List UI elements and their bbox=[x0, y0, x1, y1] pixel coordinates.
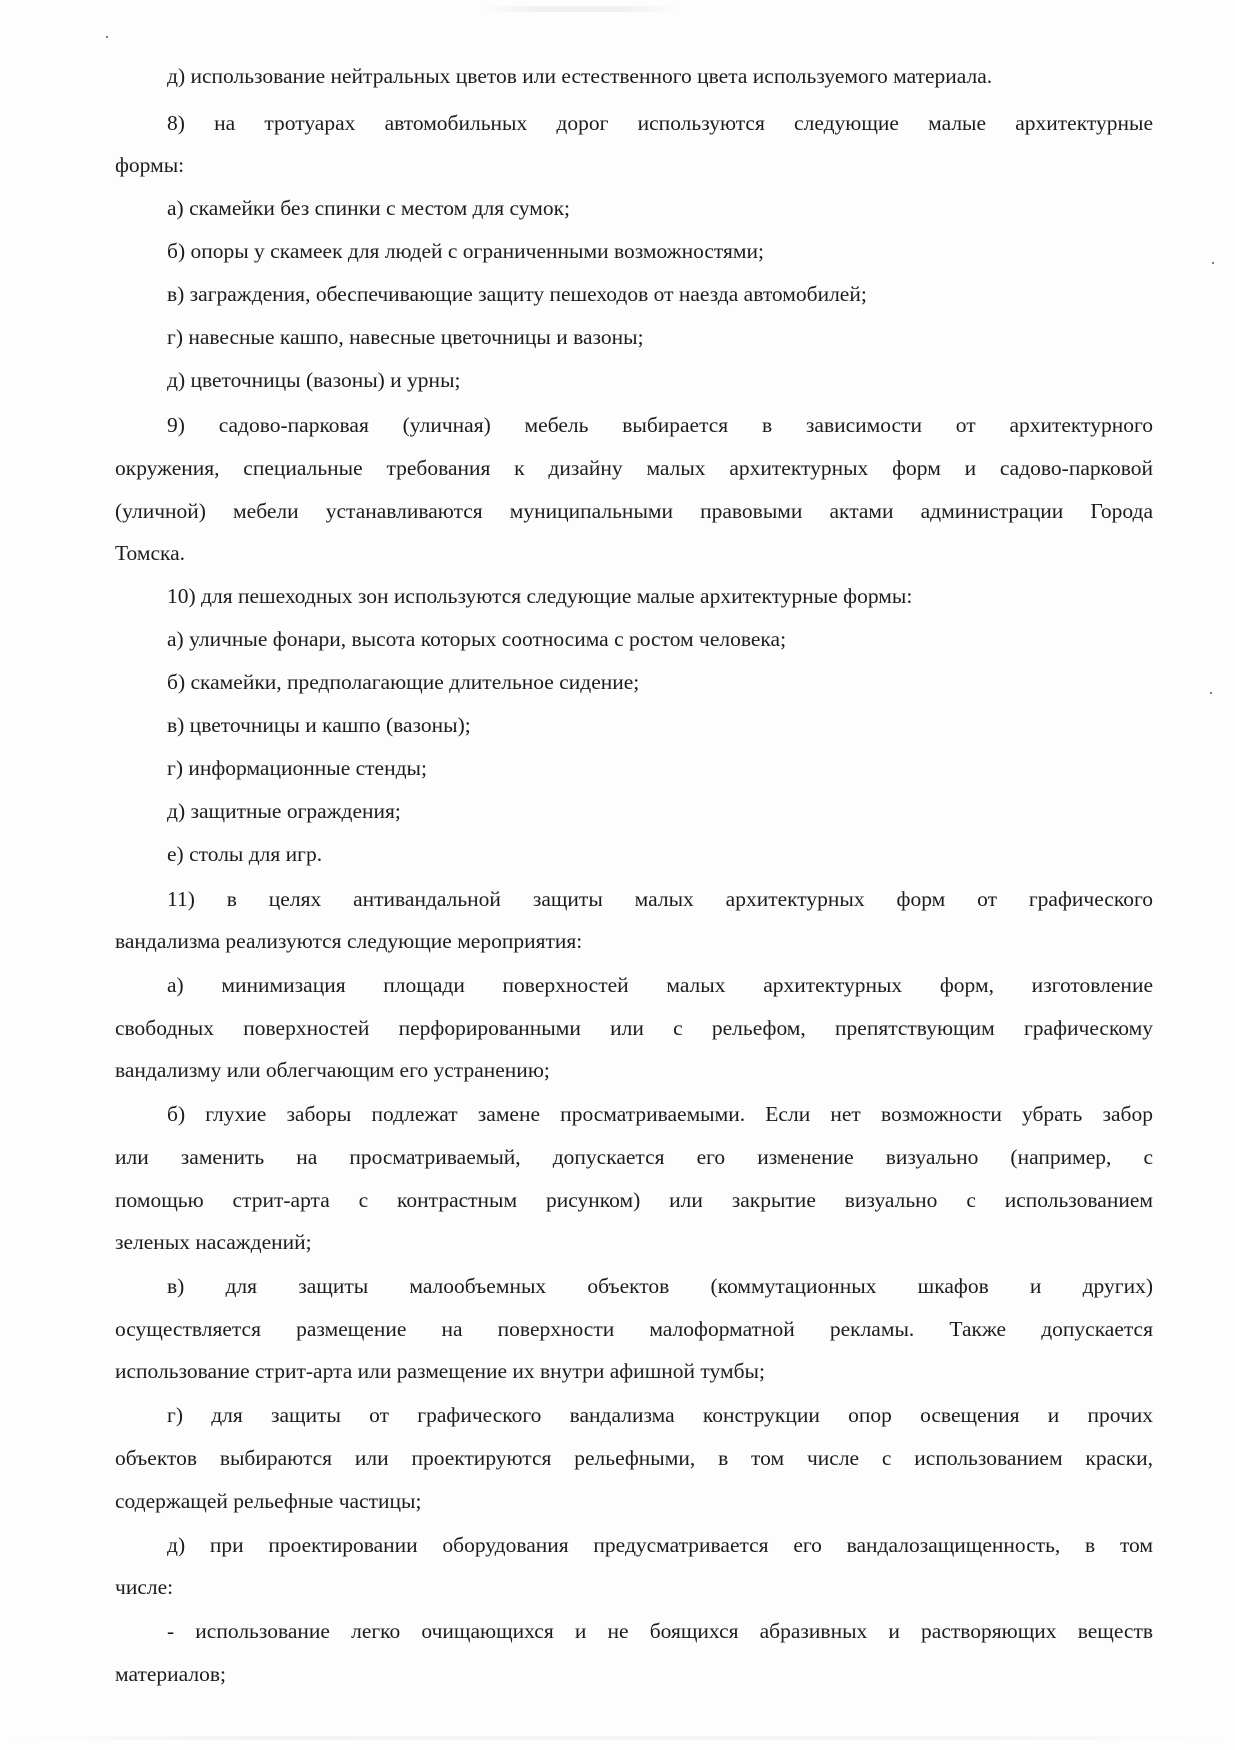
list-item: д) защитные ограждения; bbox=[167, 799, 401, 823]
list-item: г) навесные кашпо, навесные цветочницы и вазоны; bbox=[167, 325, 644, 349]
text-line: г) для защиты от графического вандализма конструкции опор освещения и прочих bbox=[167, 1403, 1153, 1427]
text-line: содержащей рельефные частицы; bbox=[115, 1489, 422, 1513]
text-line: Томска. bbox=[115, 541, 186, 565]
text-line: в) для защиты малообъемных объектов (коммутационных шкафов и других) bbox=[167, 1274, 1153, 1298]
text-line: использование стрит-арта или размещение их внутри афишной тумбы; bbox=[115, 1359, 765, 1383]
scan-speck bbox=[1210, 692, 1212, 694]
list-item: б) скамейки, предполагающие длительное сидение; bbox=[167, 670, 640, 694]
text-line: (уличной) мебели устанавливаются муниципальными правовыми актами администрации Города bbox=[115, 499, 1153, 523]
text-line: - использование легко очищающихся и не боящихся абразивных и растворяющих веществ bbox=[167, 1619, 1153, 1643]
text-line: д) использование нейтральных цветов или естественного цвета используемого материала. bbox=[167, 64, 993, 88]
text-line: 9) садово-парковая (уличная) мебель выбирается в зависимости от архитектурного bbox=[167, 413, 1153, 437]
text-line: формы: bbox=[115, 153, 185, 177]
list-item: в) цветочницы и кашпо (вазоны); bbox=[167, 713, 471, 737]
scan-speck bbox=[1212, 262, 1214, 264]
text-line: или заменить на просматриваемый, допускается его изменение визуально (например, с bbox=[115, 1145, 1153, 1169]
scan-speck bbox=[106, 36, 108, 38]
text-line: свободных поверхностей перфорированными или с рельефом, препятствующим графическому bbox=[115, 1016, 1153, 1040]
list-item: г) информационные стенды; bbox=[167, 756, 427, 780]
text-line: помощью стрит-арта с контрастным рисунком) или закрытие визуально с использованием bbox=[115, 1188, 1153, 1212]
list-item: е) столы для игр. bbox=[167, 842, 323, 866]
text-line: 10) для пешеходных зон используются следующие малые архитектурные формы: bbox=[167, 584, 913, 608]
list-item: б) опоры у скамеек для людей с ограниченными возможностями; bbox=[167, 239, 765, 263]
text-line: окружения, специальные требования к дизайну малых архитектурных форм и садово-парковой bbox=[115, 456, 1153, 480]
text-line: 8) на тротуарах автомобильных дорог используются следующие малые архитектурные bbox=[167, 111, 1153, 135]
text-line: д) при проектировании оборудования предусматривается его вандалозащищенность, в том bbox=[167, 1533, 1153, 1557]
text-line: осуществляется размещение на поверхности малоформатной рекламы. Также допускается bbox=[115, 1317, 1153, 1341]
text-line: материалов; bbox=[115, 1662, 226, 1686]
list-item: а) уличные фонари, высота которых соотносима с ростом человека; bbox=[167, 627, 787, 651]
list-item: д) цветочницы (вазоны) и урны; bbox=[167, 368, 461, 392]
text-line: а) минимизация площади поверхностей малых архитектурных форм, изготовление bbox=[167, 973, 1153, 997]
text-line: б) глухие заборы подлежат замене просматриваемыми. Если нет возможности убрать забор bbox=[167, 1102, 1153, 1126]
text-line: вандализму или облегчающим его устранению; bbox=[115, 1058, 550, 1082]
text-line: вандализма реализуются следующие мероприятия: bbox=[115, 929, 583, 953]
text-line: зеленых насаждений; bbox=[115, 1230, 312, 1254]
text-line: числе: bbox=[115, 1575, 174, 1599]
text-line: объектов выбираются или проектируются рельефными, в том числе с использованием краски, bbox=[115, 1446, 1153, 1470]
text-line: 11) в целях антивандальной защиты малых архитектурных форм от графического bbox=[167, 887, 1153, 911]
list-item: в) заграждения, обеспечивающие защиту пешеходов от наезда автомобилей; bbox=[167, 282, 867, 306]
list-item: а) скамейки без спинки с местом для сумок; bbox=[167, 196, 570, 220]
